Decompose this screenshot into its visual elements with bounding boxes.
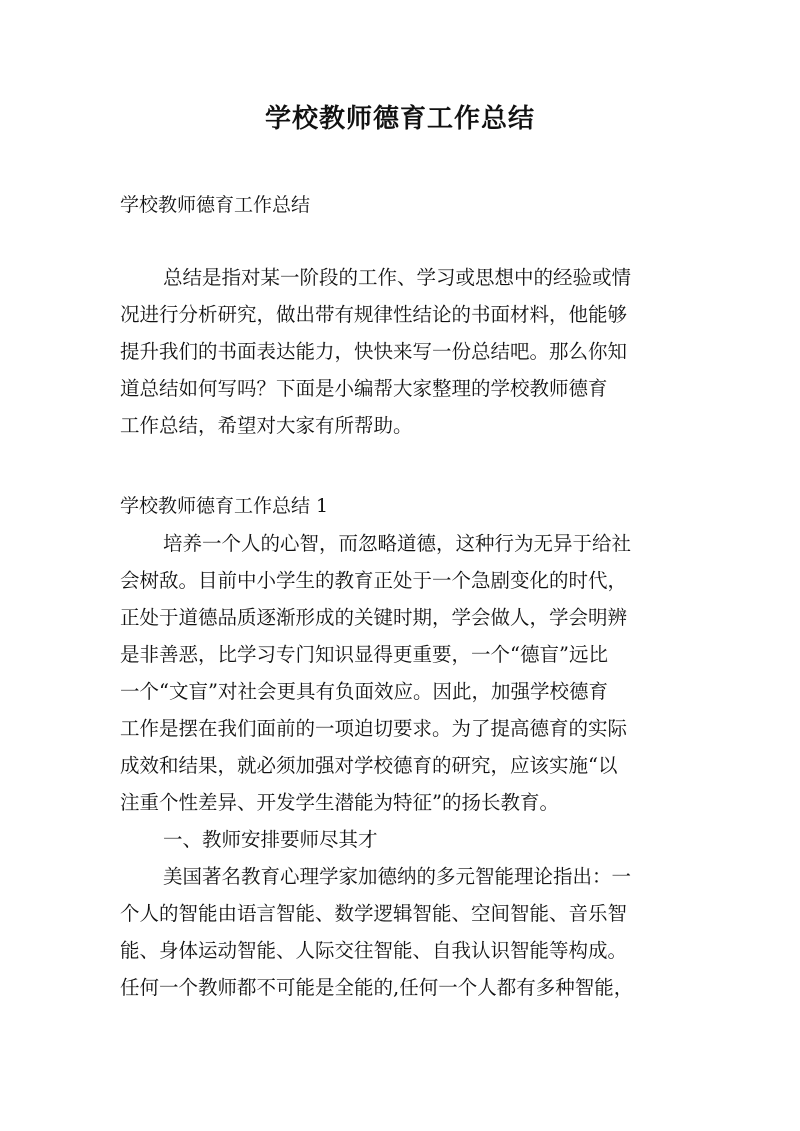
subsection-paragraph: [120, 858, 680, 1006]
paragraph-line: 工作总结，希望对大家有所帮助。: [120, 414, 413, 437]
paragraph-line: 美国著名教育心理学家加德纳的多元智能理论指出：一: [163, 865, 632, 888]
paragraph-line: 能、身体运动智能、人际交往智能、自我认识智能等构成。: [120, 939, 628, 962]
paragraph-line: 任何一个教师都不可能是全能的,任何一个人都有多种智能，: [120, 976, 634, 999]
paragraph-line: 道总结如何写吗？下面是小编帮大家整理的学校教师德育: [120, 377, 608, 400]
document-title: 学校教师德育工作总结: [264, 104, 535, 134]
paragraph-line: 况进行分析研究，做出带有规律性结论的书面材料，他能够: [120, 303, 628, 326]
paragraph-line: 正处于道德品质逐渐形成的关键时期，学会做人，学会明辨: [120, 606, 628, 629]
paragraph-line: 会树敌。目前中小学生的教育正处于一个急剧变化的时代，: [120, 569, 628, 592]
paragraph-line: 一个“文盲”对社会更具有负面效应。因此，加强学校德育: [120, 680, 608, 703]
document-subtitle: 学校教师德育工作总结: [120, 194, 311, 216]
intro-paragraph: [120, 259, 680, 444]
paragraph-line: 注重个性差异、开发学生潜能为特征”的扬长教育。: [120, 791, 559, 814]
subsection-heading: 一、教师安排要师尽其才: [163, 828, 378, 851]
subsection-heading-wrap: [120, 821, 680, 858]
paragraph-line: 提升我们的书面表达能力，快快来写一份总结吧。那么你知: [120, 340, 628, 363]
section-heading: 学校教师德育工作总结 1: [120, 495, 329, 517]
paragraph-line: 总结是指对某一阶段的工作、学习或思想中的经验或情: [163, 266, 632, 289]
section1-paragraph: [120, 525, 680, 821]
paragraph-line: 培养一个人的心智，而忽略道德，这种行为无异于给社: [163, 532, 632, 555]
paragraph-line: 成效和结果，就必须加强对学校德育的研究，应该实施“以: [120, 754, 618, 777]
paragraph-line: 是非善恶，比学习专门知识显得更重要，一个“德盲”远比: [120, 643, 608, 666]
paragraph-line: 个人的智能由语言智能、数学逻辑智能、空间智能、音乐智: [120, 902, 628, 925]
paragraph-line: 工作是摆在我们面前的一项迫切要求。为了提高德育的实际: [120, 717, 628, 740]
